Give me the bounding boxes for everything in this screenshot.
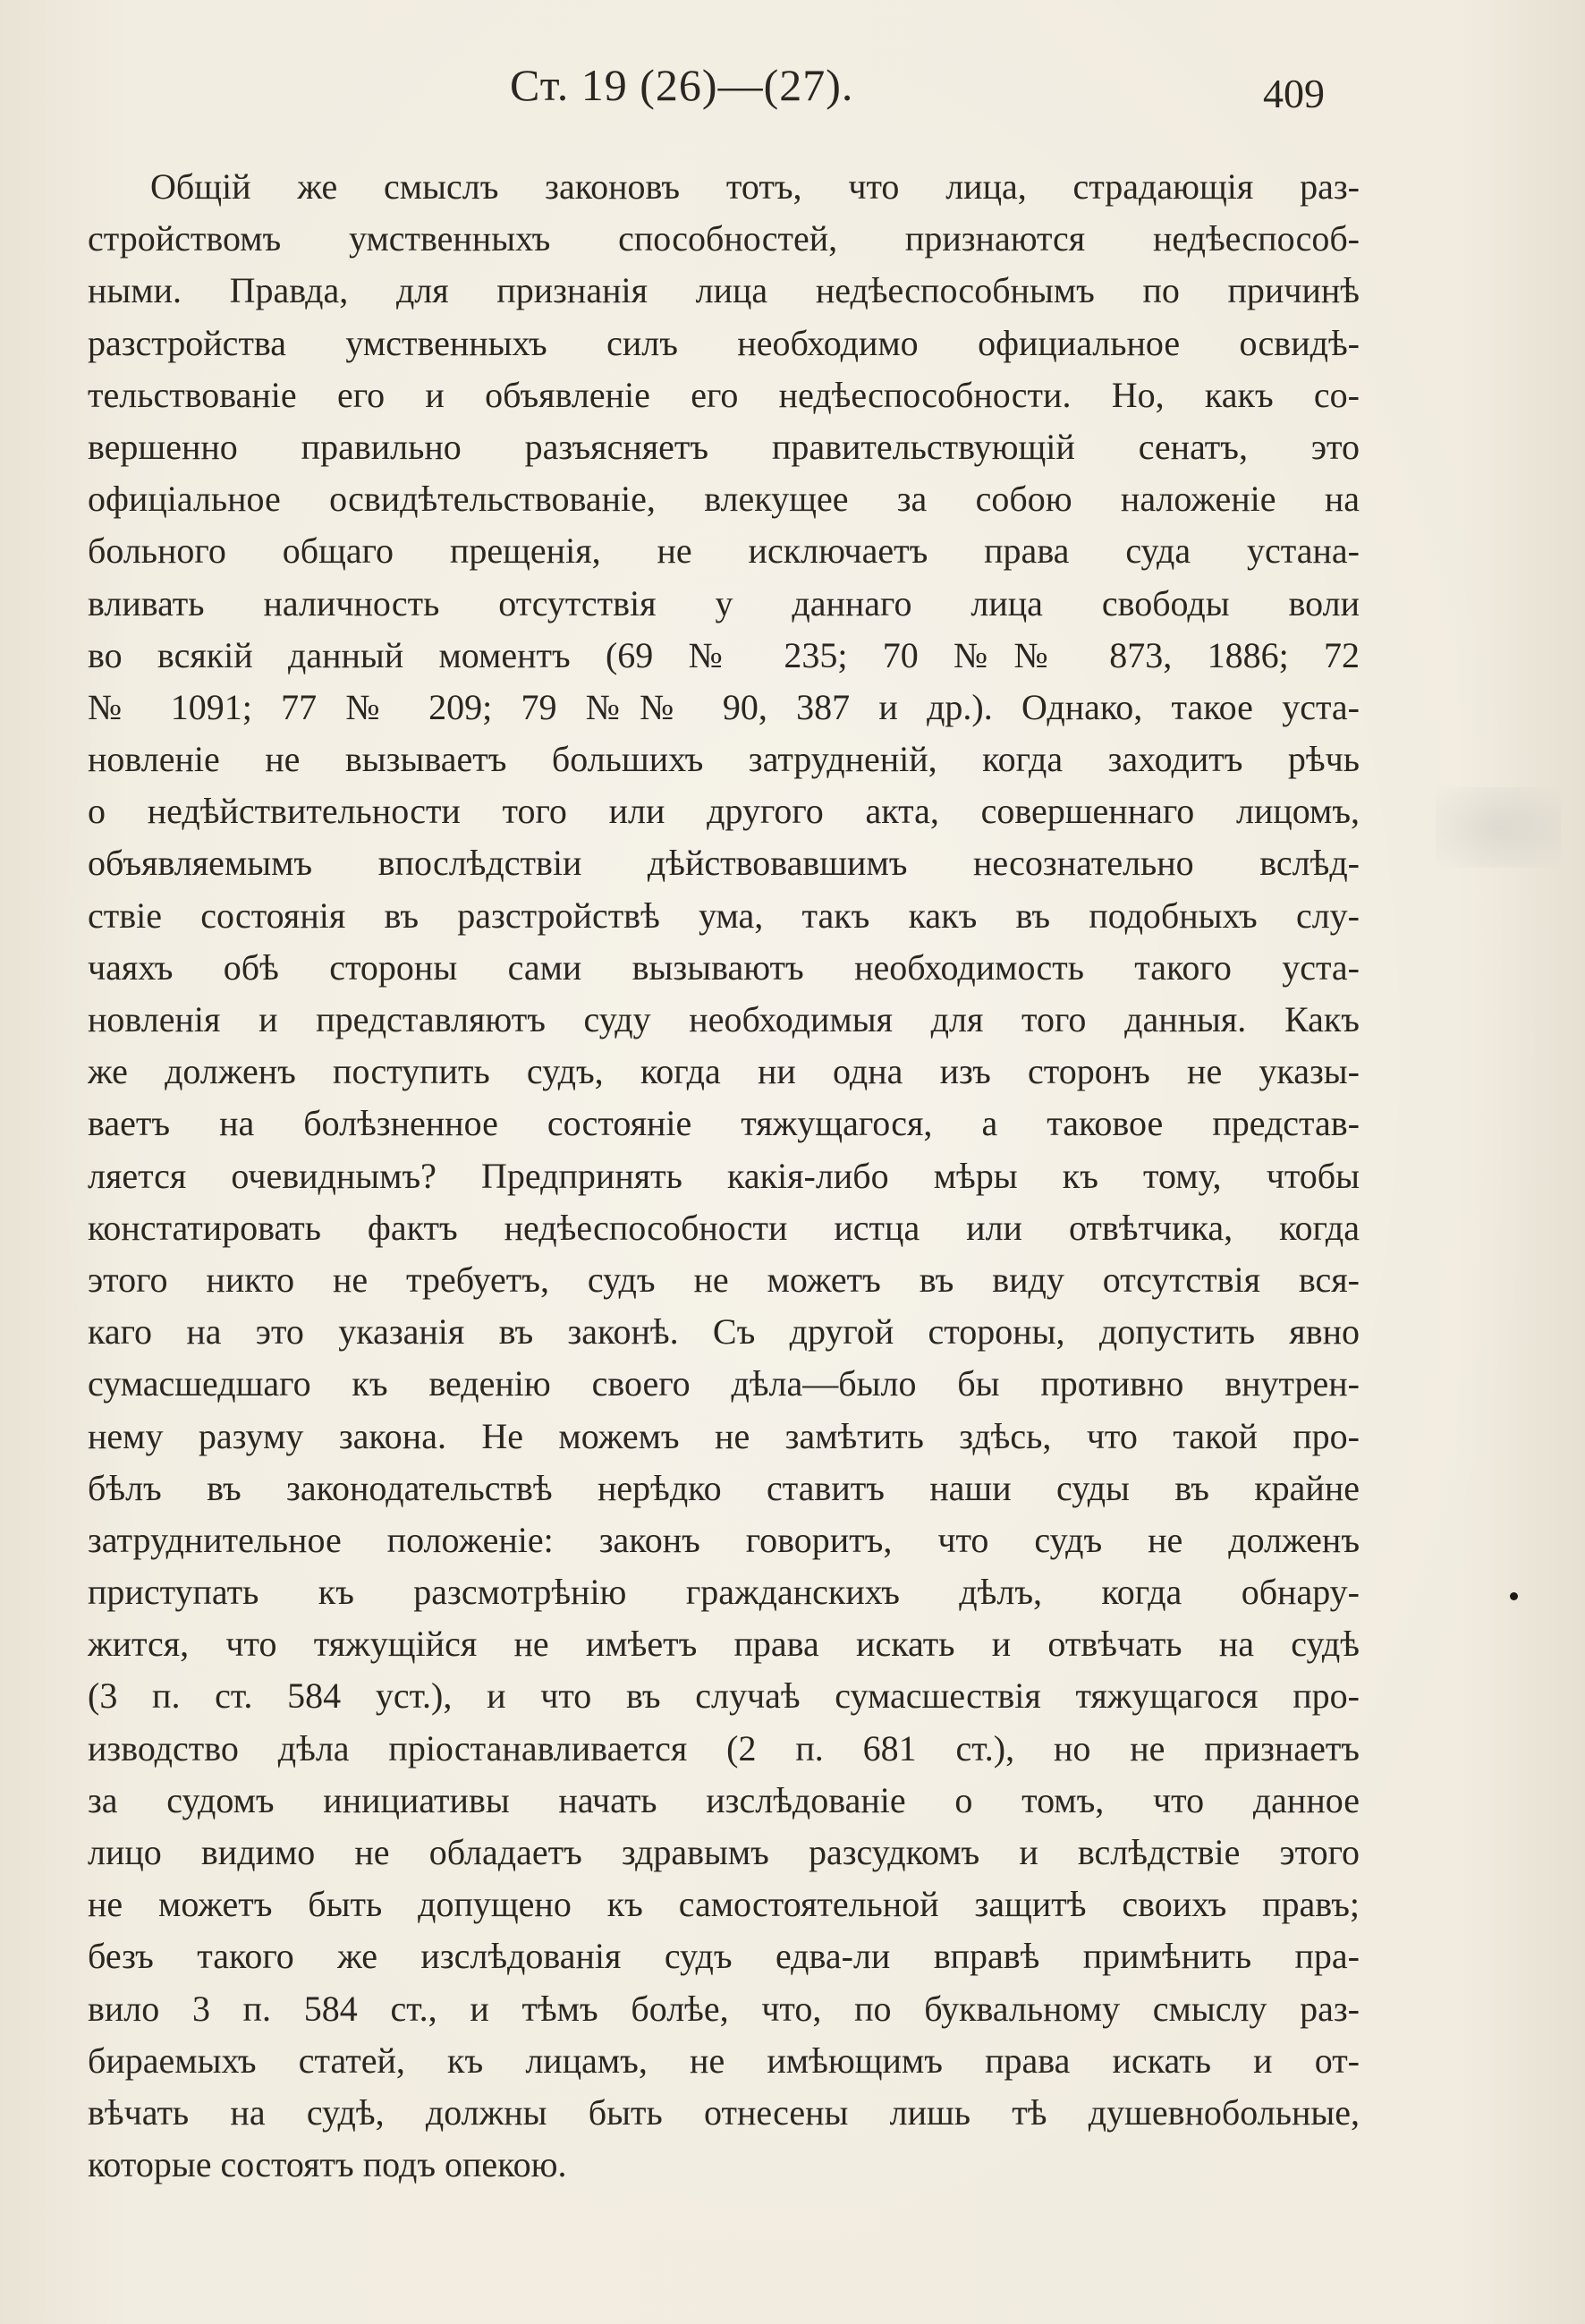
ink-speck [1510,1592,1518,1600]
text-line: сумасшедшаго къ веденію своего дѣла—было бы противно внутрен- [88,1363,1360,1404]
text-line: приступать къ разсмотрѣнію гражданскихъ дѣлъ, когда обнару- [88,1572,1360,1613]
text-line: ваетъ на болѣзненное состояніе тяжущагося, а таковое представ- [88,1103,1360,1144]
text-line: жится, что тяжущійся не имѣетъ права искать и отвѣчать на судѣ [88,1624,1360,1665]
text-line: каго на это указанія въ законѣ. Съ другой стороны, допустить явно [88,1311,1360,1353]
text-line: бѣлъ въ законодательствѣ нерѣдко ставитъ наши суды въ крайне [88,1467,1360,1508]
page-header [0,52,1585,123]
text-line: этого никто не требуетъ, судъ не можетъ въ виду отсутствія вся- [88,1259,1360,1300]
text-line: констатировать фактъ недѣеспособности истца или отвѣтчика, когда [88,1207,1360,1248]
text-line: безъ такого же изслѣдованія судъ едва-ли вправѣ примѣнить пра- [88,1936,1360,1977]
text-line: не можетъ быть допущено къ самостоятельной защитѣ своихъ правъ; [88,1884,1360,1925]
text-line: во всякій данный моментъ (69 № 235; 70 №№ 873, 1886; 72 [88,634,1360,675]
text-line: ствіе состоянія въ разстройствѣ ума, такъ какъ въ подобныхъ слу- [88,895,1360,936]
text-line: новленіе не вызываетъ большихъ затрудненій, когда заходитъ рѣчь [88,739,1360,780]
running-head: Ст. 19 (26)—(27). [510,60,854,110]
text-line: нему разуму закона. Не можемъ не замѣтить здѣсь, что такой про- [88,1415,1360,1456]
text-line: объявляемымъ впослѣдствіи дѣйствовавшимъ несознательно вслѣд- [88,843,1360,884]
page-number: 409 [1263,71,1325,116]
text-line: бираемыхъ статей, къ лицамъ, не имѣющимъ права искать и от- [88,2040,1360,2081]
text-line: новленія и представляютъ суду необходимыя для того данныя. Какъ [88,999,1360,1039]
text-line: вливать наличность отсутствія у даннаго лица свободы воли [88,582,1360,623]
text-line: за судомъ инициативы начать изслѣдованіе о томъ, что данное [88,1779,1360,1820]
text-line: вершенно правильно разъясняетъ правительствующій сенатъ, это [88,426,1360,467]
text-line: изводство дѣла пріостанавливается (2 п. 681 ст.), но не признаетъ [88,1727,1360,1768]
text-line: чаяхъ обѣ стороны сами вызываютъ необходимость такого уста- [88,946,1360,988]
text-line: которые состоятъ подъ опекою. [88,2144,567,2185]
text-line: ляется очевиднымъ? Предпринять какія-либо мѣры къ тому, чтобы [88,1155,1360,1196]
text-line: вѣчать на судѣ, должны быть отнесены лишь тѣ душевнобольные, [88,2091,1360,2133]
body-paragraph [88,161,1360,2191]
text-line: о недѣйствительности того или другого акта, совершеннаго лицомъ, [88,791,1360,832]
text-line: (3 п. ст. 584 уст.), и что въ случаѣ сумасшествія тяжущагося про- [88,1675,1360,1717]
text-line: разстройства умственныхъ силъ необходимо официальное освидѣ- [88,322,1360,363]
text-line: тельствованіе его и объявленіе его недѣеспособности. Но, какъ со- [88,374,1360,415]
text-line: лицо видимо не обладаетъ здравымъ разсудкомъ и вслѣдствіе этого [88,1832,1360,1872]
text-line: офиціальное освидѣтельствованіе, влекущее за собою наложеніе на [88,479,1360,520]
text-line: больного общаго прещенія, не исключаетъ права суда устана- [88,530,1360,572]
text-line: же долженъ поступить судъ, когда ни одна изъ сторонъ не указы- [88,1051,1360,1092]
text-line: стройствомъ умственныхъ способностей, признаются недѣеспособ- [88,218,1360,259]
bleed-through-mark [1436,787,1561,868]
text-line: затруднительное положеніе: законъ говоритъ, что судъ не долженъ [88,1519,1360,1560]
text-line: ными. Правда, для признанія лица недѣеспособнымъ по причинѣ [88,270,1360,311]
text-line: вило 3 п. 584 ст., и тѣмъ болѣе, что, по буквальному смыслу раз- [88,1988,1360,2029]
text-line: № 1091; 77 № 209; 79 №№ 90, 387 и др.). Однако, такое уста- [88,686,1360,727]
text-line: Общій же смыслъ законовъ тотъ, что лица, страдающія раз- [150,166,1360,207]
